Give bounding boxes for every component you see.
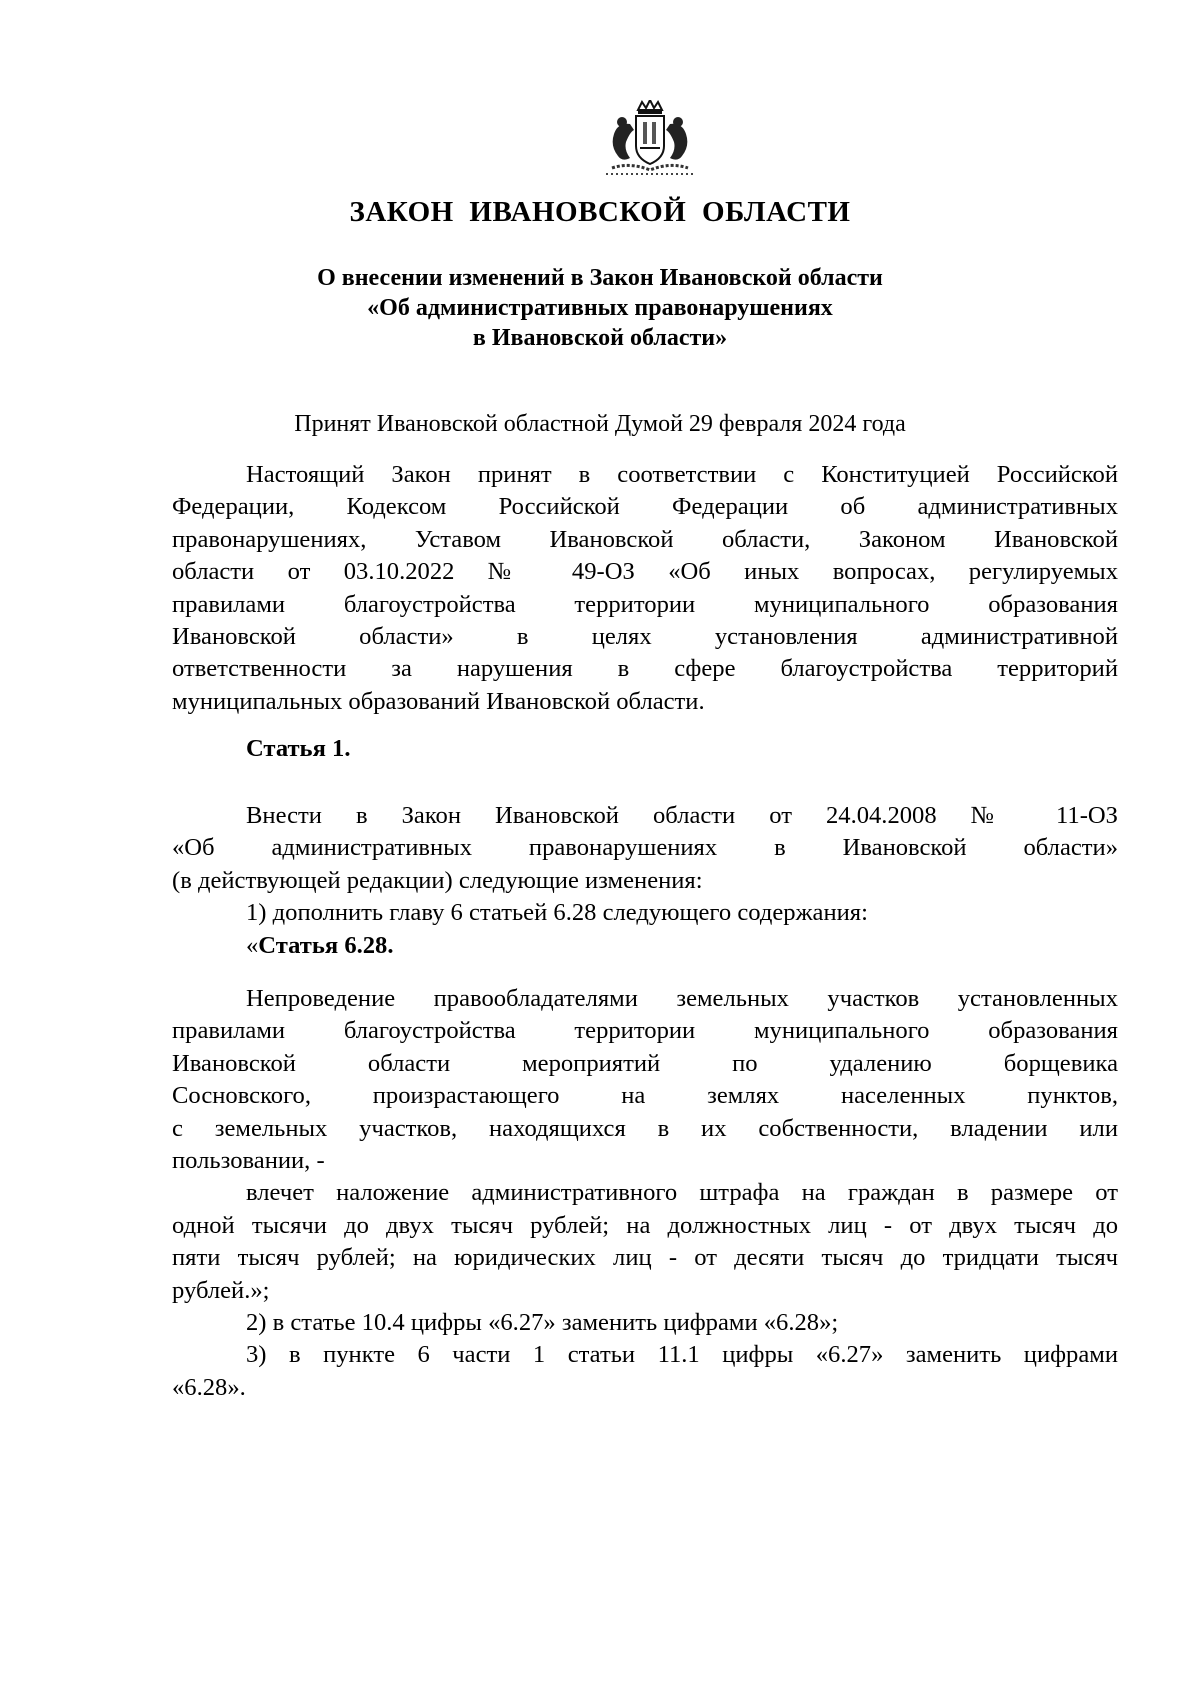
- text-line: области от 03.10.2022 № 49-ОЗ «Об иных вопросах, регулируемых: [172, 558, 1118, 586]
- law-title: ЗАКОН ИВАНОВСКОЙ ОБЛАСТИ: [349, 196, 851, 228]
- text-line: влечет наложение административного штрафа на граждан в размере от: [246, 1179, 1118, 1207]
- amendment-item: 2) в статье 10.4 цифры «6.27» заменить цифрами «6.28»;: [246, 1309, 839, 1337]
- coat-of-arms-icon: [600, 100, 700, 180]
- article-1-body: [172, 800, 1118, 962]
- preamble: [172, 459, 1118, 718]
- law-subtitle: [0, 263, 1200, 353]
- amendment-item: 1) дополнить главу 6 статьей 6.28 следующего содержания:: [246, 899, 868, 927]
- text-line: с земельных участков, находящихся в их собственности, владении или: [172, 1114, 1118, 1142]
- text-line: пяти тысяч рублей; на юридических лиц - от десяти тысяч до тридцати тысяч: [172, 1244, 1118, 1272]
- article-heading: Статья 1.: [246, 735, 351, 762]
- text-line: ответственности за нарушения в сфере благоустройства территорий: [172, 655, 1118, 683]
- text-line: Непроведение правообладателями земельных участков установленных: [246, 985, 1118, 1012]
- text-line: правилами благоустройства территории муниципального образования: [172, 1017, 1118, 1045]
- subtitle-line: О внесении изменений в Закон Ивановской области: [317, 265, 883, 291]
- text-line: «6.28».: [172, 1373, 246, 1401]
- amendment-item: 3) в пункте 6 части 1 статьи 11.1 цифры «6.27» заменить цифрами: [246, 1341, 1118, 1369]
- new-article-text: [172, 983, 1118, 1404]
- text-line: Федерации, Кодексом Российской Федерации об административных: [172, 493, 1118, 521]
- text-line: правилами благоустройства территории муниципального образования: [172, 590, 1118, 618]
- text-line: Ивановской области мероприятий по удалению борщевика: [172, 1049, 1118, 1077]
- subtitle-line: «Об административных правонарушениях: [367, 295, 833, 321]
- text-line: пользовании, -: [172, 1147, 325, 1175]
- text-line: (в действующей редакции) следующие изменения:: [172, 866, 703, 894]
- new-article-heading: «Статья 6.28.: [246, 931, 394, 959]
- subtitle-line: в Ивановской области»: [472, 325, 728, 351]
- text-line: Ивановской области» в целях установления административной: [172, 623, 1118, 651]
- text-line: муниципальных образований Ивановской области.: [172, 687, 705, 715]
- text-line: Сосновского, произрастающего на землях населенных пунктов,: [172, 1082, 1118, 1110]
- text-line: Настоящий Закон принят в соответствии с Конституцией Российской: [246, 461, 1118, 488]
- text-line: «Об административных правонарушениях в Ивановской области»: [172, 834, 1118, 862]
- text-line: рублей.»;: [172, 1276, 270, 1304]
- text-line: Внести в Закон Ивановской области от 24.04.2008 № 11-ОЗ: [246, 802, 1118, 829]
- adoption-date-line: Принят Ивановской областной Думой 29 февраля 2024 года: [294, 411, 906, 437]
- text-line: одной тысячи до двух тысяч рублей; на должностных лиц - от двух тысяч до: [172, 1211, 1118, 1239]
- text-line: правонарушениях, Уставом Ивановской области, Законом Ивановской: [172, 525, 1118, 553]
